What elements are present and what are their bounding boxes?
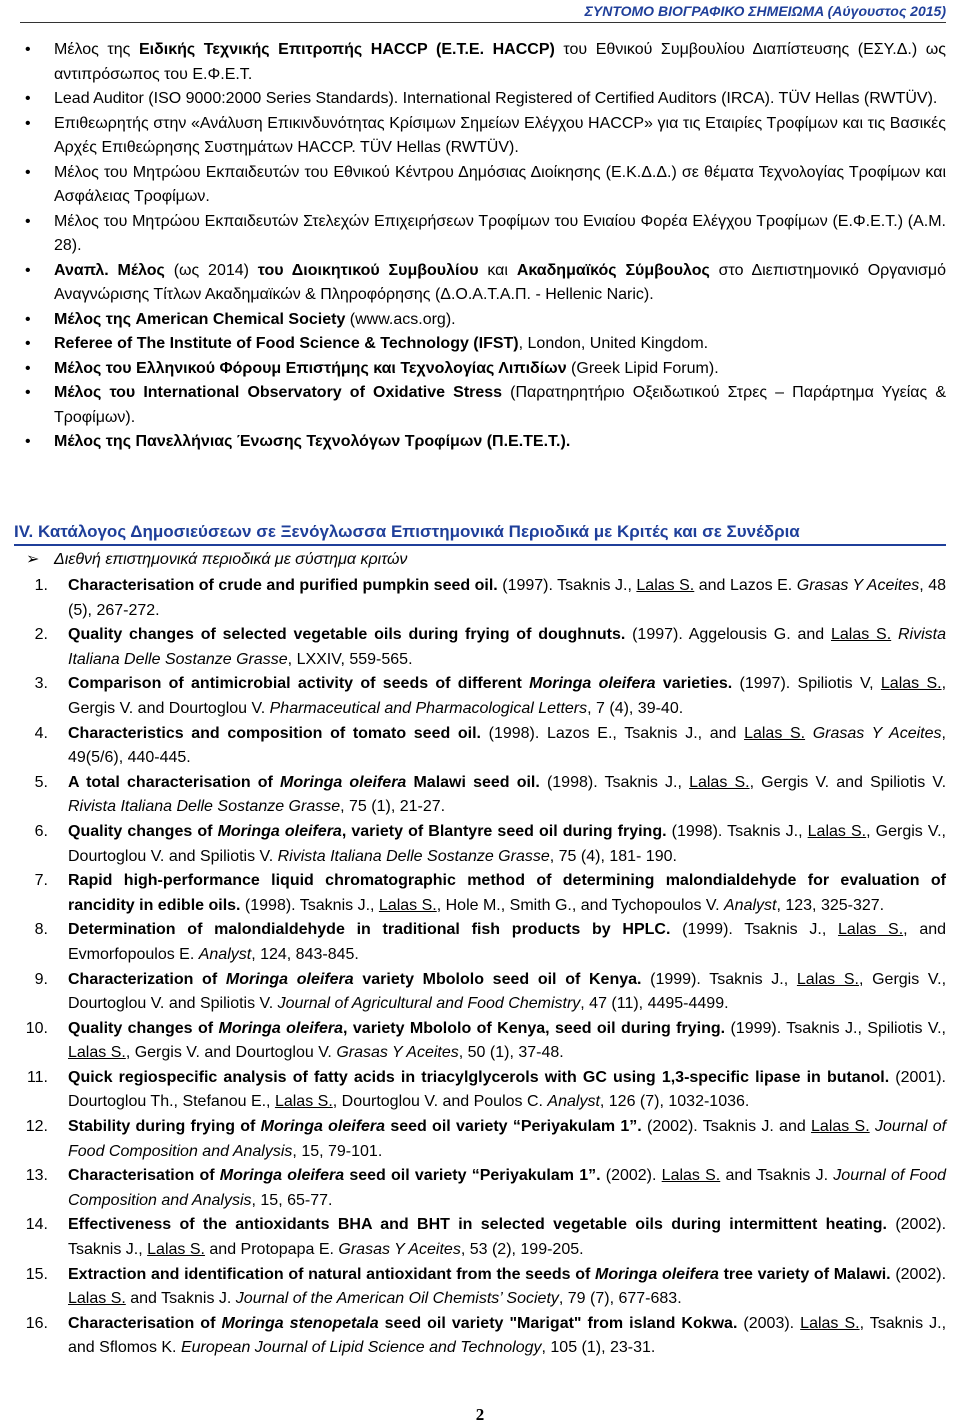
publication-ref: , 53 (2), 199-205. (460, 1241, 584, 1259)
section-heading: IV. Κατάλογος Δημοσιεύσεων σε Ξενόγλωσσα Επιστημονικά Περιοδικά με Κριτές και σε Συνέδρια (14, 522, 800, 541)
species-name: Moringa stenopetala (221, 1314, 379, 1332)
publication-after (805, 725, 813, 742)
publication-after: , Gergis V., Dourtoglou V. and Spiliotis V. (68, 970, 947, 1013)
publication-item (0, 1312, 960, 1361)
publication-year: (2002). (641, 1118, 703, 1136)
publication-number: 13. (25, 1167, 48, 1185)
page-number: 2 (475, 1405, 485, 1424)
publication-journal: Analyst (198, 945, 252, 963)
publication-journal: Rivista Italiana Delle Sostanze Grasse (68, 626, 946, 668)
publication-lalas: Lalas S. (661, 1167, 721, 1185)
publication-after: and Lazos E. (694, 577, 797, 594)
publication-after: and Tsaknis J. (720, 1167, 834, 1185)
publication-ref: , 48 (5), 267-272. (68, 577, 947, 619)
publication-journal: Grasas Y Aceites (796, 577, 920, 594)
publication-year: (1999). (670, 921, 745, 939)
publication-after: and Protopapa E. (204, 1241, 339, 1259)
publication-number: 11. (26, 1068, 48, 1086)
list-item: • Μέλος της American Chemical Society (www.acs.org). (0, 308, 960, 333)
publication-ref: , 79 (7), 677-683. (558, 1290, 682, 1308)
publication-year: (2002). (600, 1167, 662, 1185)
list-item: • Μέλος του Ελληνικού Φόρουμ Επιστήμης και Τεχνολογίας Λιπιδίων (Greek Lipid Forum). (0, 357, 960, 382)
publication-title: A total characterisation of Moringa oleifera Malawi seed oil. (68, 773, 540, 791)
publication-title: Characterisation of Moringa stenopetala seed oil variety "Marigat" from island Kokwa. (68, 1314, 738, 1332)
species-name: Moringa oleifera (280, 773, 407, 791)
publication-before: Tsaknis J., (727, 822, 808, 840)
list-item: • Μέλος του International Observatory of Oxidative Stress (Παρατηρητήριο Οξειδωτικού Στρες – Παράρτημα Υγείας & Τροφίμων). (0, 381, 960, 430)
publication-ref: , 126 (7), 1032-1036. (599, 1093, 750, 1111)
publication-before: Spiliotis V, (797, 675, 881, 693)
subheading (26, 548, 407, 572)
publication-before: Tsaknis J., (557, 577, 637, 594)
publication-number: 12. (25, 1118, 48, 1136)
publication-ref: , 75 (4), 181- 190. (549, 847, 677, 865)
publication-ref: , 123, 325-327. (776, 896, 885, 914)
publication-journal: Grasas Y Aceites (812, 724, 942, 742)
publication-item (0, 1263, 960, 1312)
publication-number: 15. (25, 1265, 48, 1283)
publication-lalas: Lalas S. (636, 577, 695, 594)
publication-item (0, 1017, 960, 1066)
publication-year: (1997). (732, 675, 798, 693)
list-item: • Μέλος της Πανελλήνιας Ένωσης Τεχνολόγων Τροφίμων (Π.Ε.ΤΕ.Τ.). (0, 430, 960, 455)
publication-year: (1997). (497, 577, 558, 594)
publication-title: Effectiveness of the antioxidants BHA and BHT in selected vegetable oils during intermittent heating. (68, 1216, 887, 1234)
publication-number: 3. (34, 675, 48, 693)
publication-before: Dourtoglou Th., Stefanou E., (68, 1093, 275, 1111)
publication-journal: Grasas Y Aceites (336, 1044, 459, 1062)
publication-number: 16. (25, 1314, 48, 1332)
publication-title: Characterisation of crude and purified pumpkin seed oil. (68, 577, 498, 594)
publication-ref: , 15, 79-101. (292, 1142, 383, 1160)
publication-lalas: Lalas S. (68, 1044, 126, 1062)
publication-title: Comparison of antimicrobial activity of seeds of different Moringa oleifera varieties. (68, 675, 733, 693)
publication-ref: , 50 (1), 37-48. (458, 1044, 564, 1062)
publication-ref: , 75 (1), 21-27. (340, 798, 446, 816)
section-underline (14, 544, 946, 546)
publication-item (0, 918, 960, 967)
publication-year: (2003). (737, 1314, 801, 1332)
publication-after (891, 626, 898, 643)
publication-number: 2. (34, 626, 48, 644)
species-name: Moringa oleifera (217, 822, 342, 840)
publication-journal: Rivista Italiana Delle Sostanze Grasse (68, 798, 341, 816)
publication-year: (1997). (625, 626, 689, 644)
publication-item (0, 672, 960, 721)
publication-journal: Journal of Food Composition and Analysis (68, 1167, 947, 1209)
publication-after: , Gergis V. and Spiliotis V. (749, 773, 947, 791)
publication-after: , Gergis V. and Dourtoglou V. (68, 675, 947, 717)
publication-lalas: Lalas S. (744, 724, 806, 742)
publication-lalas: Lalas S. (838, 921, 904, 939)
publication-title: Extraction and identification of natural antioxidant from the seeds of Moringa oleifera tree variety of Malawi. (68, 1265, 891, 1283)
publication-title: Stability during frying of Moringa oleifera seed oil variety “Periyakulam 1”. (68, 1118, 642, 1136)
list-item: • Μέλος του Μητρώου Εκπαιδευτών του Εθνικού Κέντρου Δημόσιας Διοίκησης (Ε.Κ.Δ.Δ.) σε θέματα Τεχνολογίας Τροφίμων και Ασφάλειας Τροφίμων. (0, 161, 960, 210)
publication-title: Quality changes of Moringa oleifera, variety Mbololo of Kenya, seed oil during frying. (68, 1019, 726, 1037)
publication-lalas: Lalas S. (831, 626, 892, 644)
publication-ref: , 124, 843-845. (251, 945, 359, 963)
publication-before: Tsaknis J., (299, 896, 379, 914)
list-item: • Επιθεωρητής στην «Ανάλυση Επικινδυνότητας Κρίσιμων Σημείων Ελέγχου HACCP» για τις Εταιρίες Τροφίμων και τις Βασικές Αρχές Επιθεώρησης Συστημάτων HACCP. TÜV Hellas (RWTÜV). (0, 112, 960, 161)
publication-title: Rapid high-performance liquid chromatographic method of determining malondialdehyde for evaluation of rancidity in edible oils. (68, 872, 946, 914)
publication-year: (2001). (889, 1068, 946, 1086)
publication-number: 6. (34, 822, 48, 840)
publication-year: (2002). (890, 1265, 947, 1283)
publication-lalas: Lalas S. (378, 896, 437, 914)
publication-title: Characterisation of Moringa oleifera seed oil variety “Periyakulam 1”. (68, 1167, 601, 1185)
publication-title: Quality changes of Moringa oleifera, variety of Blantyre seed oil during frying. (68, 822, 667, 840)
publication-lalas: Lalas S. (796, 970, 859, 988)
publication-number: 4. (34, 724, 48, 742)
publication-item (0, 574, 960, 623)
publication-year: (1999). (725, 1019, 787, 1037)
publication-lalas: Lalas S. (800, 1314, 860, 1332)
publication-item (0, 968, 960, 1017)
publication-year: (1998). (666, 822, 728, 840)
publication-number: 14. (25, 1216, 48, 1234)
publication-before: Tsaknis J., Spiliotis V., (786, 1019, 947, 1037)
publication-list (0, 574, 960, 1361)
publication-journal: European Journal of Lipid Science and Technology (180, 1339, 542, 1357)
publication-item (0, 1213, 960, 1262)
publication-journal: Journal of the American Oil Chemists’ Society (235, 1290, 559, 1308)
species-name: Moringa oleifera (529, 675, 656, 693)
publication-before: Lazos E., Tsaknis J., and (546, 724, 745, 742)
publication-journal: Pharmaceutical and Pharmacological Letters (269, 699, 588, 717)
species-name: Moringa oleifera (595, 1265, 719, 1283)
publication-before: Tsaknis J. and (702, 1118, 812, 1136)
publication-after: , and Evmorfopoulos E. (68, 921, 947, 963)
species-name: Moringa oleifera (218, 1019, 344, 1037)
list-item: • Lead Auditor (ISO 9000:2000 Series Standards). International Registered of Certified Auditors (IRCA). TÜV Hellas (RWTÜV). (0, 87, 960, 112)
species-name: Moringa oleifera (219, 1167, 345, 1185)
arrow-bullet-icon: ➢ (26, 551, 40, 568)
publication-item (0, 869, 960, 918)
publication-item (0, 722, 960, 771)
publication-item (0, 1066, 960, 1115)
publication-ref: , 47 (11), 4495-4499. (580, 995, 729, 1013)
publication-after: , Hole M., Smith G., and Tychopoulos V. (436, 896, 724, 914)
publication-item (0, 771, 960, 820)
publication-journal: Journal of Agricultural and Food Chemistry (277, 995, 581, 1013)
publication-journal: Analyst (724, 896, 777, 914)
publication-lalas: Lalas S. (274, 1093, 333, 1111)
list-item: • Αναπλ. Μέλος (ως 2014) του Διοικητικού Συμβουλίου και Ακαδημαϊκός Σύμβουλος στο Διεπιστημονικό Οργανισμό Αναγνώρισης Τίτλων Ακαδημαϊκών & Πληροφόρησης (Δ.Ο.Α.Τ.Α.Π. - Hellenic Naric). (0, 259, 960, 308)
publication-lalas: Lalas S. (68, 1290, 126, 1308)
publication-title: Characteristics and composition of tomato seed oil. (68, 724, 481, 742)
publication-after: , Gergis V., Dourtoglou V. and Spiliotis V. (68, 822, 947, 865)
publication-item (0, 1164, 960, 1213)
publication-ref: , 49(5/6), 440-445. (68, 724, 946, 767)
publication-ref: , LXXIV, 559-565. (287, 650, 413, 668)
publication-lalas: Lalas S. (811, 1118, 870, 1136)
publication-number: 10. (25, 1019, 48, 1037)
list-item: • Μέλος του Μητρώου Εκπαιδευτών Στελεχών Επιχειρήσεων Τροφίμων του Ενιαίου Φορέα Ελέγχου Τροφίμων (Ε.Φ.Ε.Τ.) (Α.Μ. 28). (0, 210, 960, 259)
publication-journal: Grasas Y Aceites (338, 1241, 461, 1259)
list-item: • Referee of The Institute of Food Science & Technology (IFST), London, United Kingdom. (0, 332, 960, 357)
publication-title: Characterization of Moringa oleifera variety Mbololo seed oil of Kenya. (68, 970, 642, 988)
publication-lalas: Lalas S. (147, 1241, 205, 1259)
publication-journal: Analyst (547, 1093, 600, 1111)
publication-after: and Tsaknis J. (125, 1290, 236, 1308)
publication-journal: Rivista Italiana Delle Sostanze Grasse (277, 847, 550, 865)
header-divider (20, 22, 946, 23)
publication-after: , Gergis V. and Dourtoglou V. (125, 1044, 337, 1062)
publication-before: Tsaknis J., (68, 1241, 148, 1259)
publication-ref: , 105 (1), 23-31. (541, 1339, 656, 1357)
publication-ref: , 15, 65-77. (251, 1191, 333, 1209)
publication-before: Tsaknis J., (744, 921, 839, 939)
list-item: • Μέλος της Ειδικής Τεχνικής Επιτροπής HACCP (Ε.Τ.Ε. HACCP) του Εθνικού Συμβουλίου Διαπίστευσης (ΕΣΥ.Δ.) ως αντιπρόσωπος του Ε.Φ.Ε.Τ. (0, 38, 960, 87)
publication-title: Determination of malondialdehyde in traditional fish products by HPLC. (68, 921, 671, 939)
publication-lalas: Lalas S. (689, 773, 750, 791)
publication-number: 8. (34, 921, 48, 939)
species-name: Moringa oleifera (225, 970, 354, 988)
running-header: ΣΥΝΤΟΜΟ ΒΙΟΓΡΑΦΙΚΟ ΣΗΜΕΙΩΜΑ (Αύγουστος 2015) (584, 3, 946, 19)
publication-year: (1999). (641, 970, 710, 988)
publication-year: (1998). (481, 724, 547, 742)
publication-number: 7. (34, 872, 48, 890)
publication-item (0, 820, 960, 869)
publication-before: Tsaknis J., (709, 970, 797, 988)
publication-title: Quick regiospecific analysis of fatty acids in triacylglycerols with GC using 1,3-specific lipase in butanol. (68, 1068, 890, 1086)
publication-number: 1. (34, 577, 48, 594)
publication-number: 9. (34, 970, 48, 988)
publication-before: Tsaknis J., (604, 773, 690, 791)
publication-item (0, 623, 960, 672)
publication-after: , Dourtoglou V. and Poulos C. (332, 1093, 548, 1111)
publication-lalas: Lalas S. (807, 822, 867, 840)
publication-year: (1998). (539, 773, 605, 791)
publication-journal: Journal of Food Composition and Analysis (68, 1118, 947, 1160)
publication-item (0, 1115, 960, 1164)
species-name: Moringa oleifera (260, 1118, 386, 1136)
publication-title: Quality changes of selected vegetable oils during frying of doughnuts. (68, 626, 626, 644)
membership-list (0, 38, 960, 455)
publication-ref: , 7 (4), 39-40. (587, 699, 684, 717)
publication-before: Aggelousis G. and (688, 626, 831, 644)
publication-year: (2002). (886, 1216, 947, 1234)
subheading-text: Διεθνή επιστημονικά περιοδικά με σύστημα κριτών (54, 551, 408, 568)
publication-number: 5. (34, 773, 48, 791)
publication-year: (1998). (240, 896, 300, 914)
publication-lalas: Lalas S. (880, 675, 942, 693)
publication-after: , Tsaknis J., and Sflomos K. (68, 1314, 947, 1357)
